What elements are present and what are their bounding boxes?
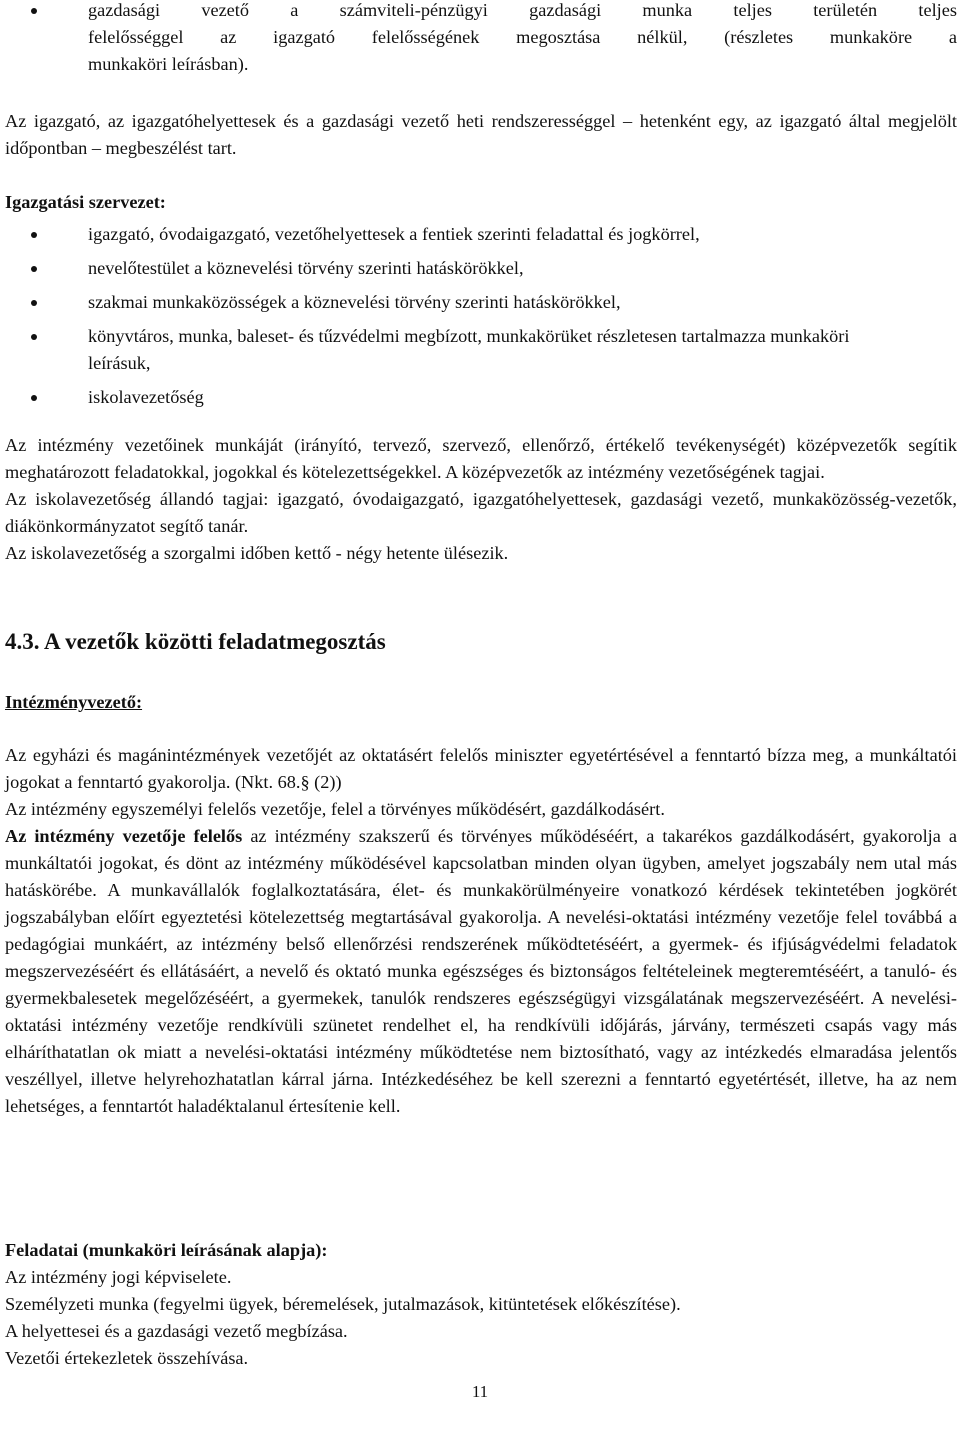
list-item [5,323,957,377]
task-item: Az intézmény jogi képviselete. [5,1267,232,1287]
page-number: 11 [471,1382,489,1401]
list-item [5,384,957,411]
list-item [5,289,957,316]
admin-item-5: iskolavezetőség [88,387,204,407]
leadership-block [5,432,957,567]
section-heading [5,627,386,657]
section-title: A vezetők közötti feladatmegosztás [43,629,386,654]
leaders-paragraph: Az intézmény vezetőinek munkáját (irányító, tervező, szervező, ellenőrző, értékelő tevékenységét) középvezetők segítik meghatározott feladatokkal, jogokkal és kötelezettségekkel. A középvezetők az intézmény vezetőségének tagjai. [5,435,957,482]
top-bullet-line-1: gazdasági vezető a számviteli-pénzügyi gazdasági munka teljes területén teljes [88,0,957,20]
task-item: Vezetői értekezletek összehívása. [5,1348,249,1368]
bullet-icon [31,334,37,340]
list-item [5,0,957,78]
admin-heading: Igazgatási szervezet: [5,192,166,212]
tasks-heading: Feladatai (munkaköri leírásának alapja): [5,1240,328,1260]
director-responsible-bold: Az intézmény vezetője felelős [5,826,243,846]
board-meetings-paragraph: Az iskolavezetőség a szorgalmi időben kettő - négy hetente ülésezik. [5,543,509,563]
bullet-icon [31,232,37,238]
list-item [5,255,957,282]
top-bullet-line-3: munkaköri leírásban). [88,54,249,74]
admin-item-2: nevelőtestület a köznevelési törvény szerinti hatáskörökkel, [88,258,524,278]
bullet-icon [31,395,37,401]
admin-item-4: könyvtáros, munka, baleset- és tűzvédelmi megbízott, munkakörüket részletesen tartalmazza munkaköri leírásuk, [88,326,850,373]
top-bullet-list [5,0,957,78]
director-para-1: Az egyházi és magánintézmények vezetőjét az oktatásért felelős miniszter egyetértésével a fenntartó bízza meg, a munkáltatói jogokat a fenntartó gyakorolja. (Nkt. 68.§ (2)) [5,745,957,792]
bullet-icon [31,266,37,272]
board-members-paragraph: Az iskolavezetőség állandó tagjai: igazgató, óvodaigazgató, igazgatóhelyettesek, gazdasági vezető, munkaközösség-vezetők, diákönkormányzatot segítő tanár. [5,489,957,536]
director-responsible-text: az intézmény szakszerű és törvényes működéséért, a takarékos gazdálkodásért, gyakorolja a munkáltatói jogokat, és dönt az intézmény működésével kapcsolatban minden olyan ügyben, amelyet jogszabály nem utal más hatáskörébe. A munkavállalók foglalkoztatására, élet- és munkakörülményeire vonatkozó kérdések tekintetében jogkörét jogszabályban előírt egyeztetési kötelezettség megtartásával gyakorolja. A nevelési-oktatási intézmény vezetője felel továbbá a pedagógiai munkáért, az intézmény belső ellenőrzési rendszerének működtetéséért, a gyermek- és ifjúságvédelmi feladatok megszervezéséért és ellátásáért, a nevelő és oktató munka egészséges és biztonságos feltételeinek megteremtéséért, a tanuló- és gyermekbalesetek megelőzéséért, a gyermekek, tanulók rendszeres egészségügyi vizsgálatának megszervezéséért. A nevelési-oktatási intézmény vezetője rendkívüli szünetet rendelhet el, ha rendkívüli időjárás, járvány, természeti csapás vagy más elháríthatatlan ok miatt a nevelési-oktatási intézmény működtetése nem biztosítható, vagy az intézkedés elmaradása jelentős veszéllyel, illetve helyrehozhatatlan kárral járna. Intézkedéséhez be kell szerezni a fenntartó egyetértését, illetve, ha az nem lehetséges, a fenntartót haladéktalanul értesítenie kell. [5,826,957,1116]
top-bullet-line-2: felelősséggel az igazgató felelősségének megosztása nélkül, (részletes munkaköre a [88,27,957,47]
director-block [5,742,957,1120]
admin-item-1: igazgató, óvodaigazgató, vezetőhelyettesek a fentiek szerinti feladattal és jogkörrel, [88,224,700,244]
meeting-paragraph: Az igazgató, az igazgatóhelyettesek és a gazdasági vezető heti rendszerességgel – hetenként egy, az igazgató által megjelölt időpontban – megbeszélést tart. [5,111,957,158]
task-item: A helyettesei és a gazdasági vezető megbízása. [5,1321,348,1341]
bullet-icon [31,300,37,306]
director-para-2: Az intézmény egyszemélyi felelős vezetője, felel a törvényes működésért, gazdálkodásért. [5,799,665,819]
admin-item-3: szakmai munkaközösségek a köznevelési törvény szerinti hatáskörökkel, [88,292,621,312]
admin-list [5,221,957,411]
section-number: 4.3. [5,629,40,654]
task-item: Személyzeti munka (fegyelmi ügyek, béremelések, jutalmazások, kitüntetések előkészítése). [5,1294,681,1314]
list-item [5,221,957,248]
director-para-3 [5,823,957,1120]
tasks-block [5,1237,957,1372]
bullet-icon [31,8,37,14]
director-heading: Intézményvezető: [5,692,143,712]
